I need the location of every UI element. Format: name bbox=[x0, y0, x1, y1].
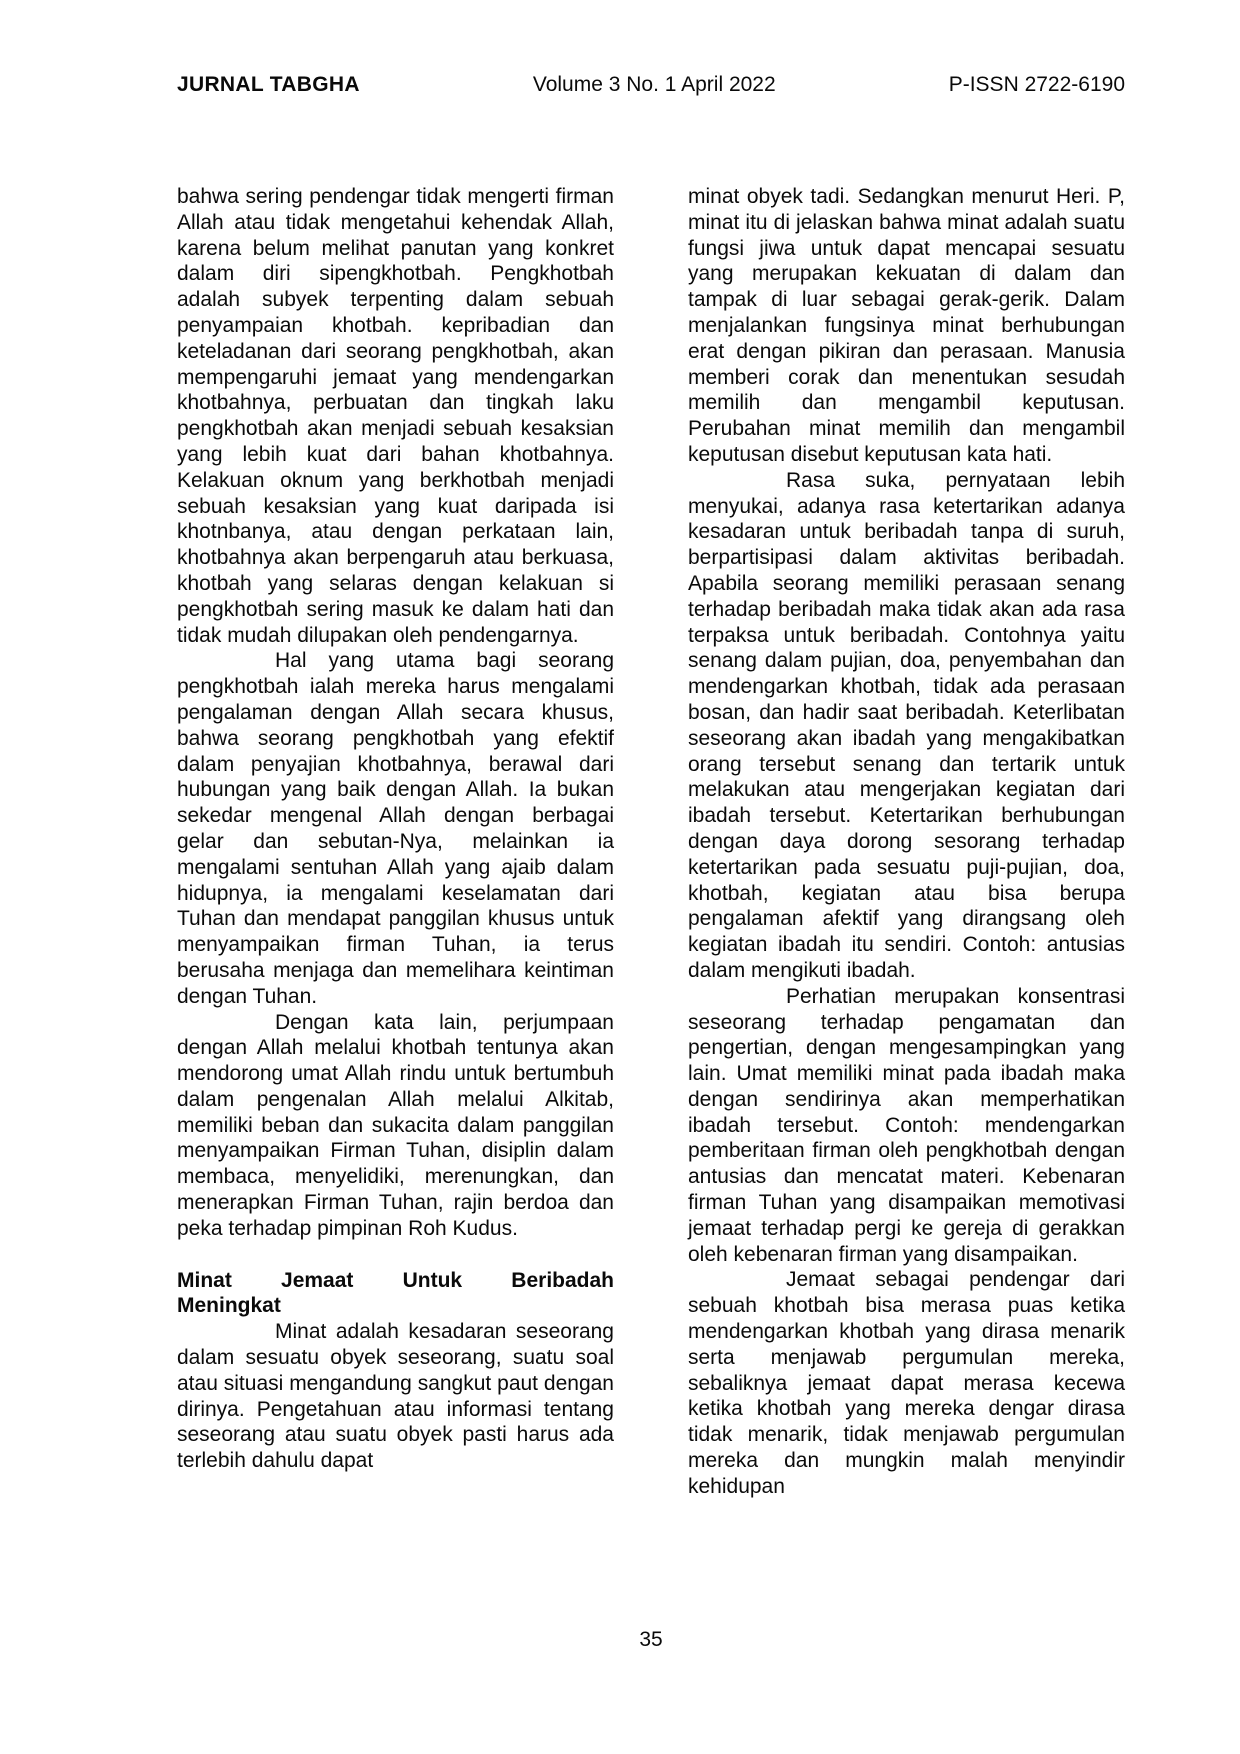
volume-info: Volume 3 No. 1 April 2022 bbox=[532, 73, 776, 96]
paragraph-continuation: bahwa sering pendengar tidak mengerti firman Allah atau tidak mengetahui kehendak Allah, karena belum melihat panutan yang konkret dalam diri sipengkhotbah. Pengkhotbah adalah subyek terpenting dalam sebuah penyampaian khotbah. kepribadian dan keteladanan dari seorang pengkhotbah, akan mempengaruhi jemaat yang mendengarkan khotbahnya, perbuatan dan tingkah laku pengkhotbah akan menjadi sebuah kesaksian yang lebih kuat dari bahan khotbahnya. Kelakuan oknum yang berkhotbah menjadi sebuah kesaksian yang kuat daripada isi khotnbanya, atau dengan perkataan lain, khotbahnya akan berpengaruh atau berkuasa, khotbah yang selaras dengan kelakuan si pengkhotbah sering masuk ke dalam hati dan tidak mudah dilupakan oleh pendengarnya. bbox=[177, 185, 614, 647]
paragraph: Rasa suka, pernyataan lebih menyukai, adanya rasa ketertarikan adanya kesadaran untuk beribadah tanpa di suruh, berpartisipasi dalam aktivitas beribadah. Apabila seorang memiliki perasaan senang terhadap beribadah maka tidak akan ada rasa terpaksa untuk beribadah. Contohnya yaitu senang dalam pujian, doa, penyembahan dan mendengarkan khotbah, tidak ada perasaan bosan, dan hadir saat beribadah. Keterlibatan seseorang akan ibadah yang mengakibatkan orang tersebut senang dan tertarik untuk melakukan atau mengerjakan kegiatan dari ibadah tersebut. Ketertarikan berhubungan dengan daya dorong sesorang terhadap ketertarikan pada sesuatu puji-pujian, doa, khotbah, kegiatan atau bisa berupa pengalaman afektif yang dirangsang oleh kegiatan ibadah itu sendiri. Contoh: antusias dalam mengikuti ibadah. bbox=[688, 468, 1125, 982]
paragraph: Hal yang utama bagi seorang pengkhotbah ialah mereka harus mengalami pengalaman dengan Allah secara khusus, bahwa seorang pengkhotbah yang efektif dalam penyajian khotbahnya, berawal dari hubungan yang baik dengan Allah. Ia bukan sekedar mengenal Allah dengan berbagai gelar dan sebutan-Nya, melainkan ia mengalami sentuhan Allah yang ajaib dalam hidupnya, ia mengalami keselamatan dari Tuhan dan mendapat panggilan khusus untuk menyampaikan firman Tuhan, ia terus berusaha menjaga dan memelihara keintiman dengan Tuhan. bbox=[177, 649, 614, 1008]
page-number: 35 bbox=[639, 1628, 663, 1651]
right-column bbox=[688, 184, 1125, 1500]
paragraph: Dengan kata lain, perjumpaan dengan Allah melalui khotbah tentunya akan mendorong umat Allah rindu untuk bertumbuh dalam pengenalan Allah melalui Alkitab, memiliki beban dan sukacita dalam panggilan menyampaikan Firman Tuhan, disiplin dalam membaca, menyelidiki, merenungkan, dan menerapkan Firman Tuhan, rajin berdoa dan peka terhadap pimpinan Roh Kudus. bbox=[177, 1010, 614, 1240]
section-heading bbox=[177, 1268, 614, 1320]
paragraph: Minat adalah kesadaran seseorang dalam sesuatu obyek seseorang, suatu soal atau situasi mengandung sangkut paut dengan dirinya. Pengetahuan atau informasi tentang seseorang atau suatu obyek pasti harus ada terlebih dahulu dapat bbox=[177, 1320, 614, 1473]
issn-number: P-ISSN 2722-6190 bbox=[948, 73, 1125, 96]
section-heading-line1: Minat Jemaat Untuk Beribadah bbox=[177, 1268, 614, 1292]
left-column bbox=[177, 184, 614, 1500]
paragraph: Jemaat sebagai pendengar dari sebuah khotbah bisa merasa puas ketika mendengarkan khotbah yang dirasa menarik serta menjawab pergumulan mereka, sebaliknya jemaat dapat merasa kecewa ketika khotbah yang mereka dengar dirasa tidak menarik, tidak menjawab pergumulan mereka dan mungkin malah menyindir kehidupan bbox=[688, 1268, 1125, 1498]
paragraph-continuation: minat obyek tadi. Sedangkan menurut Heri. P, minat itu di jelaskan bahwa minat adalah suatu fungsi jiwa untuk dapat mencapai sesuatu yang merupakan kekuatan di dalam dan tampak di luar sebagai gerak-gerik. Dalam menjalankan fungsinya minat berhubungan erat dengan pikiran dan perasaan. Manusia memberi corak dan menentukan sesudah memilih dan mengambil keputusan. Perubahan minat memilih dan mengambil keputusan disebut keputusan kata hati. bbox=[688, 185, 1125, 466]
running-head bbox=[177, 72, 1125, 98]
paragraph: Perhatian merupakan konsentrasi seseorang terhadap pengamatan dan pengertian, dengan mengesampingkan yang lain. Umat memiliki minat pada ibadah maka dengan sendirinya akan memperhatikan ibadah tersebut. Contoh: mendengarkan pemberitaan firman oleh pengkhotbah dengan antusias dan mencatat materi. Kebenaran firman Tuhan yang disampaikan memotivasi jemaat terhadap pergi ke gereja di gerakkan oleh kebenaran firman yang disampaikan. bbox=[688, 984, 1125, 1266]
section-heading-line2: Meningkat bbox=[177, 1294, 281, 1318]
body-columns bbox=[177, 184, 1125, 1500]
journal-title: JURNAL TABGHA bbox=[177, 73, 360, 96]
